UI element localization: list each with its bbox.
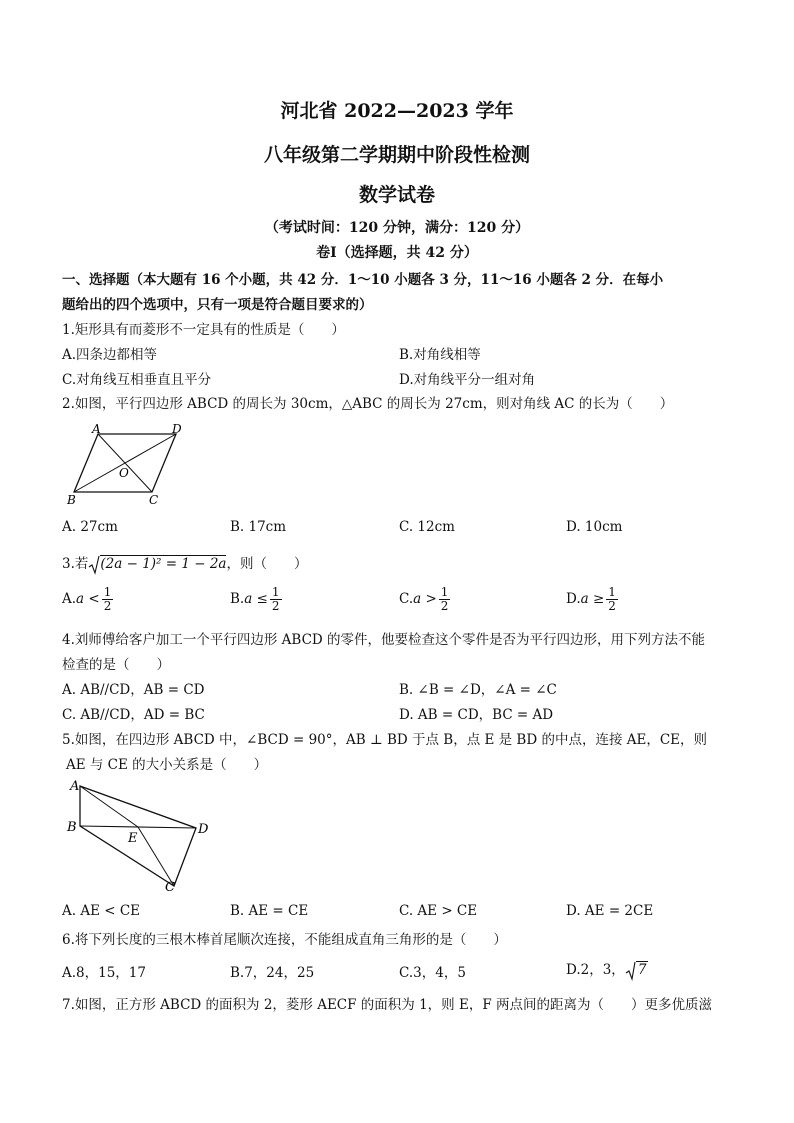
q4-option-b: B. ∠B = ∠D，∠A = ∠C [399, 682, 557, 698]
section-instruction-line2: 题给出的四个选项中，只有一项是符合题目要求的） [62, 297, 373, 313]
q3-stem-pre: 3.若 [62, 556, 89, 572]
q6-option-a: A.8，15，17 [62, 965, 146, 981]
exam-title-province: 河北省 2022—2023 学年 [280, 100, 514, 122]
q5-label-b: B [67, 820, 77, 835]
q3-option-d [566, 586, 618, 613]
q6-stem: 6.将下列长度的三根木棒首尾顺次连接，不能组成直角三角形的是（ ） [62, 932, 507, 948]
q2-label-d: D [172, 422, 182, 436]
q5-option-c: C. AE > CE [399, 903, 478, 919]
q5-option-b: B. AE = CE [230, 903, 309, 919]
q3-option-a-relation: a < [76, 591, 100, 607]
q3-option-b [230, 586, 282, 613]
q6-radicand: 7 [637, 962, 647, 978]
q3-option-d-relation: a ≥ [580, 591, 605, 607]
q5-option-a: A. AE < CE [62, 903, 141, 919]
q3-expression: (2a − 1)² = 1 − 2a [100, 556, 227, 572]
part-heading: 卷Ⅰ（选择题，共 42 分） [316, 245, 478, 261]
q3-option-d-fraction: $\frac{1}{2}$ [608, 585, 616, 613]
q5-label-e: E [128, 831, 138, 846]
q3-option-c-letter: C. [399, 591, 414, 607]
q3-option-c [399, 586, 450, 613]
q3-stem-post: ，则（ ） [226, 556, 308, 572]
q2-stem: 2.如图，平行四边形 ABCD 的周长为 30cm，△ABC 的周长为 27cm，则对角线 AC 的长为（ ） [62, 396, 674, 412]
q1-option-c: C.对角线互相垂直且平分 [62, 372, 212, 388]
q5-option-d: D. AE = 2CE [566, 903, 654, 919]
q3-option-d-letter: D. [566, 591, 581, 607]
q3-option-b-fraction: $\frac{1}{2}$ [271, 585, 280, 613]
exam-title-subject: 数学试卷 [358, 184, 435, 206]
q2-option-b: B. 17cm [230, 519, 287, 535]
q5-label-a: A [70, 779, 80, 794]
exam-title-grade: 八年级第二学期期中阶段性检测 [263, 144, 530, 166]
q4-option-a: A. AB//CD，AB = CD [62, 682, 205, 698]
q2-label-a: A [92, 422, 101, 436]
q2-parallelogram-figure [62, 420, 202, 510]
q3-sqrt-symbol [88, 555, 100, 575]
q2-label-b: B [67, 493, 76, 507]
q2-label-o: O [119, 466, 129, 480]
q3-option-a [62, 586, 113, 613]
q1-option-a: A.四条边都相等 [62, 347, 158, 363]
q5-stem-line1: 5.如图，在四边形 ABCD 中，∠BCD = 90°，AB ⊥ BD 于点 B，点 E 是 BD 的中点，连接 AE，CE，则 [62, 732, 708, 748]
q5-quadrilateral-figure [62, 774, 222, 894]
q4-stem-line2: 检查的是（ ） [62, 657, 170, 673]
q3-option-c-relation: a > [413, 591, 437, 607]
q6-option-d [566, 958, 648, 981]
q4-option-d: D. AB = CD，BC = AD [399, 707, 554, 723]
q2-option-d: D. 10cm [566, 519, 623, 535]
section-instruction-line1: 一、选择题（本大题有 16 个小题，共 42 分．1～10 小题各 3 分，11～16 小题各 2 分．在每小 [62, 272, 664, 288]
q4-option-c: C. AB//CD，AD = BC [62, 707, 205, 723]
q2-option-a: A. 27cm [62, 519, 118, 535]
q1-option-b: B.对角线相等 [399, 347, 481, 363]
q5-label-d: D [198, 822, 209, 837]
q3-option-b-letter: B. [230, 591, 245, 607]
q3-option-a-fraction: $\frac{1}{2}$ [103, 585, 112, 613]
q3-stem [62, 552, 307, 575]
q1-stem: 1.矩形具有而菱形不一定具有的性质是（ ） [62, 322, 345, 338]
q6-sqrt-symbol [625, 961, 636, 981]
q7-stem: 7.如图，正方形 ABCD 的面积为 2，菱形 AECF 的面积为 1，则 E，F 两点间的距离为（ ）更多优质滋 [62, 997, 712, 1013]
q6-option-c: C.3，4，5 [399, 965, 466, 981]
q6-option-b: B.7，24，25 [230, 965, 315, 981]
q5-label-c: C [165, 880, 175, 894]
q2-option-c: C. 12cm [399, 519, 455, 535]
q1-option-d: D.对角线平分一组对角 [399, 372, 536, 388]
q4-stem-line1: 4.刘师傅给客户加工一个平行四边形 ABCD 的零件，他要检查这个零件是否为平行四边形，用下列方法不能 [62, 632, 706, 648]
q5-stem-line2: AE 与 CE 的大小关系是（ ） [66, 757, 268, 773]
q3-option-c-fraction: $\frac{1}{2}$ [440, 585, 449, 613]
q3-option-a-letter: A. [62, 591, 77, 607]
q6-option-d-text: D.2，3， [566, 962, 625, 978]
exam-info: （考试时间：120 分钟，满分：120 分） [264, 220, 530, 236]
q3-option-b-relation: a ≤ [244, 591, 268, 607]
q2-label-c: C [149, 493, 159, 507]
